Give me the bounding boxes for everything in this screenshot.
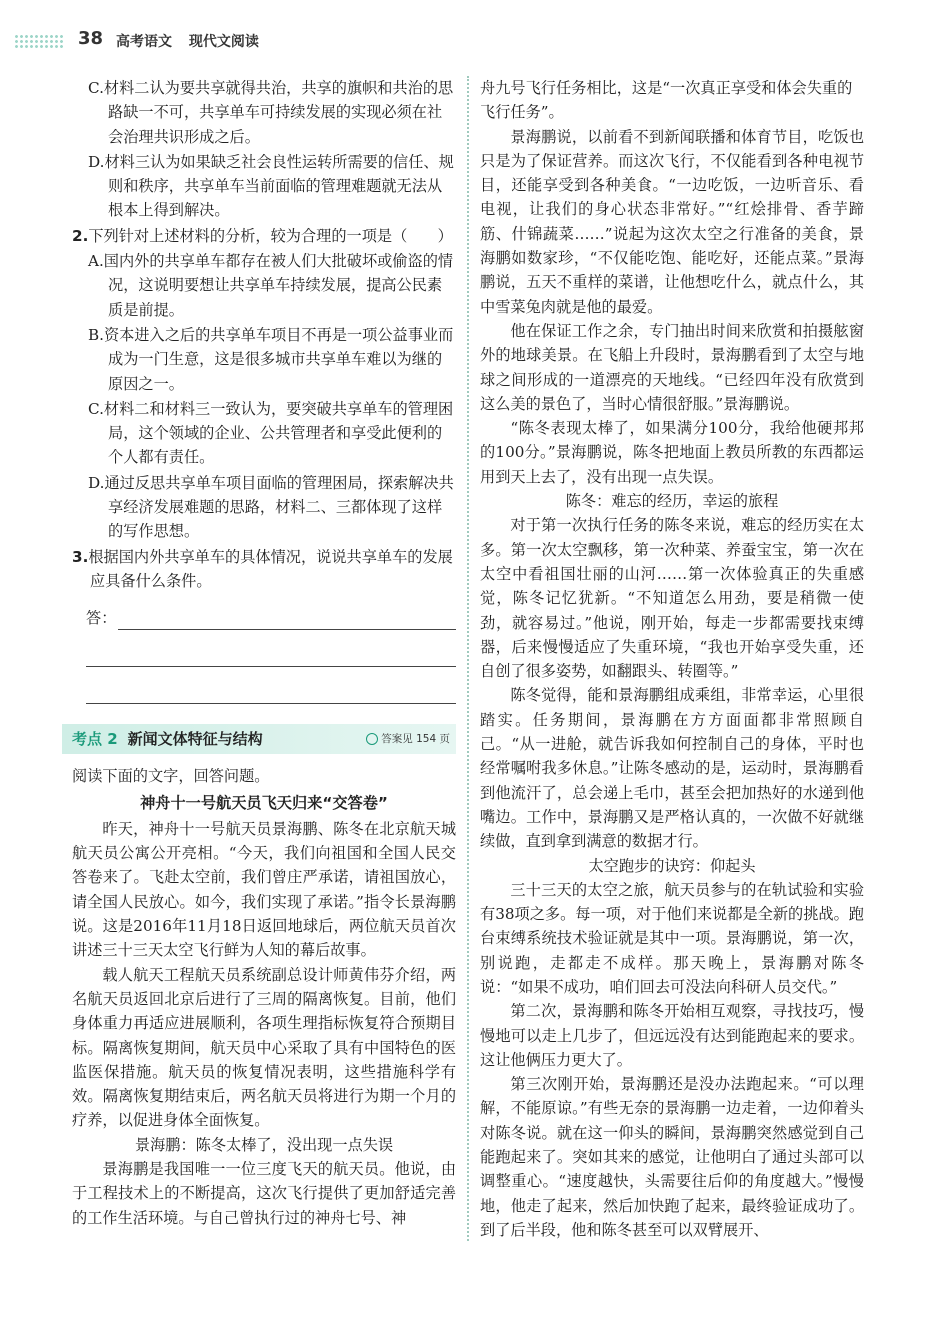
answer-reference: 答案见 154 页 <box>366 727 456 751</box>
article-paragraph: “陈冬表现太棒了，如果满分100分，我给他硬邦邦的100分。”景海鹏说，陈冬把地面上教员所教的东西都运用到天上去了，没有出现一点失误。 <box>480 419 864 486</box>
header-title <box>116 31 271 51</box>
q1-option-c: C.材料二认为要共享就得共治，共享的旗帜和共治的思路缺一不可，共享单车可持续发展的实现必须在社会治理共识形成之后。 <box>88 79 454 146</box>
subheading-3: 太空跑步的诀窍：仰起头 <box>588 856 756 875</box>
kaodian-tag: 考点 2 <box>72 730 118 749</box>
kaodian-banner <box>62 724 456 754</box>
answer-line-3 <box>86 667 456 704</box>
article-paragraph-continued: 舟九号飞行任务相比，这是“一次真正享受和体会失重的飞行任务”。 <box>480 79 853 122</box>
article-paragraph: 他在保证工作之余，专门抽出时间来欣赏和拍摄舷窗外的地球美景。在飞船上升段时，景海鹏看到了太空与地球之间形成的一道漂亮的天地线。“已经四年没有欣赏到这么美的景色了，当时心情很舒服。”景海鹏说。 <box>480 321 864 413</box>
question-2-number: 2. <box>72 226 89 245</box>
article-paragraph: 第三次刚开始，景海鹏还是没办法跑起来。“可以理解，不能原谅。”有些无奈的景海鹏一边走着，一边仰着头对陈冬说。就在这一仰头的瞬间，景海鹏突然感觉到自己能跑起来了。突如其来的感觉，让他明白了通过头部可以调整重心。“速度越快，头需要往后仰的角度越大。”慢慢地，他走了起来，然后加快跑了起来，最终验证成功了。到了后半段，他和陈冬甚至可以双臂展开、 <box>480 1075 864 1239</box>
column-divider <box>467 76 469 1241</box>
page-header <box>0 26 950 56</box>
question-2 <box>72 224 456 248</box>
article-paragraph: 第二次，景海鹏和陈冬开始相互观察，寻找技巧，慢慢地可以走上几步了，但远远没有达到能跑起来的要求。这让他俩压力更大了。 <box>480 1002 864 1069</box>
article-paragraph: 载人航天工程航天员系统副总设计师黄伟芬介绍，两名航天员返回北京后进行了三周的隔离恢复。目前，他们身体重力再适应进展顺利，各项生理指标恢复符合预期目标。隔离恢复期间，航天员中心采取了具有中国特色的医监医保措施。航天员的恢复情况表明，这些措施科学有效。隔离恢复期结束后，两名航天员将进行为期一个月的疗养，以促进身体全面恢复。 <box>72 965 456 1130</box>
q2-option-d: D.通过反思共享单车项目面临的管理困局，探索解决共享经济发展难题的思路，材料二、三都体现了这样的写作思想。 <box>88 473 454 541</box>
q2-option-b: B.资本进入之后的共享单车项目不再是一项公益事业而成为一门生意，这是很多城市共享单车难以为继的原因之一。 <box>88 325 454 393</box>
question-3-stem: 根据国内外共享单车的具体情况，说说共享单车的发展应具备什么条件。 <box>88 547 453 590</box>
answer-line-2 <box>86 630 456 667</box>
article-paragraph: 陈冬觉得，能和景海鹏组成乘组，非常幸运，心里很踏实。任务期间，景海鹏在方方面面都非常照顾自己。“从一进舱，就告诉我如何控制自己的身体，平时也经常嘱咐我多休息。”让陈冬感动的是，运动时，景海鹏看到他流汗了，总会递上毛巾，甚至会把加热好的水递到他嘴边。工作中，景海鹏又是严格认真的，一次做不好就继续做，直到拿到满意的数据才行。 <box>480 686 864 851</box>
section-title: 现代文阅读 <box>188 34 259 50</box>
answer-line-1 <box>86 594 456 630</box>
article-paragraph: 景海鹏是我国唯一一位三度飞天的航天员。他说，由于工程技术上的不断提高，这次飞行提供了更加舒适完善的工作生活环境。与自己曾执行过的神舟七号、神 <box>72 1159 456 1227</box>
subheading-1: 景海鹏：陈冬太棒了，没出现一点失误 <box>134 1135 394 1154</box>
question-3-number: 3. <box>72 547 89 566</box>
article-paragraph: 昨天，神舟十一号航天员景海鹏、陈冬在北京航天城航天员公寓公开亮相。“今天，我们向祖国和全国人民交答卷来了。飞赴太空前，我们曾庄严承诺，请祖国放心，请全国人民放心。如今，我们实现了承诺。”指令长景海鹏说。这是2016年11月18日返回地球后，两位航天员首次讲述三十三天太空飞行鲜为人知的幕后故事。 <box>72 819 456 960</box>
question-2-stem: 下列针对上述材料的分析，较为合理的一项是（ ） <box>88 226 453 245</box>
q2-option-c: C.材料二和材料三一致认为，要突破共享单车的管理困局，这个领域的企业、公共管理者和享受此便利的个人都有责任。 <box>88 399 454 467</box>
question-3 <box>72 545 456 594</box>
answer-label: 答： <box>86 608 117 627</box>
kaodian-title: 新闻文体特征与结构 <box>127 730 263 749</box>
article-paragraph: 景海鹏说，以前看不到新闻联播和体育节目，吃饭也只是为了保证营养。而这次飞行，不仅能看到各种电视节目，还能享受到各种美食。“一边吃饭，一边听音乐、看电视，让我们的身心状态非常好。”“红烩排骨、香芋蹄筋、什锦蔬菜……”说起为这次太空之行准备的美食，景海鹏如数家珍，“不仅能吃饱、能吃好，还能点菜。”景海鹏说，五天不重样的菜谱，让他想吃什么，就点什么，其中雪菜兔肉就是他的最爱。 <box>480 127 864 316</box>
reading-intro: 阅读下面的文字，回答问题。 <box>72 767 270 786</box>
page-number: 38 <box>78 28 104 49</box>
decorative-dots <box>14 34 64 48</box>
subheading-2: 陈冬：难忘的经历，幸运的旅程 <box>565 492 779 511</box>
book-title: 高考语文 <box>116 34 172 50</box>
check-icon <box>366 733 378 745</box>
q1-option-d: D.材料三认为如果缺乏社会良性运转所需要的信任、规则和秩序，共享单车当前面临的管理难题就无法从根本上得到解决。 <box>88 152 454 220</box>
answer-rule <box>118 609 456 630</box>
article-title: 神舟十一号航天员飞天归来“交答卷” <box>140 793 388 812</box>
left-column <box>72 76 456 1230</box>
article-paragraph: 三十三天的太空之旅，航天员参与的在轨试验和实验有38项之多。每一项，对于他们来说都是全新的挑战。跑台束缚系统技术验证就是其中一项。景海鹏说，第一次，别说跑，走都走不成样。那天晚上，景海鹏对陈冬说：“如果不成功，咱们回去可没法向科研人员交代。” <box>480 880 864 996</box>
article-paragraph: 对于第一次执行任务的陈冬来说，难忘的经历实在太多。第一次太空飘移，第一次种菜、养蚕宝宝，第一次在太空中看祖国壮丽的山河……第一次体验真正的失重感觉，陈冬记忆犹新。“不知道怎么用劲，要是稍微一使劲，就容易过。”他说，刚开始，每走一步都需要找束缚器，后来慢慢适应了失重环境，“我也开始享受失重，还自创了很多姿势，如翻跟头、转圈等。” <box>480 516 864 681</box>
right-column <box>480 76 864 1242</box>
q2-option-a: A.国内外的共享单车都存在被人们大批破坏或偷盗的情况，这说明要想让共享单车持续发展，提高公民素质是前提。 <box>88 252 454 319</box>
